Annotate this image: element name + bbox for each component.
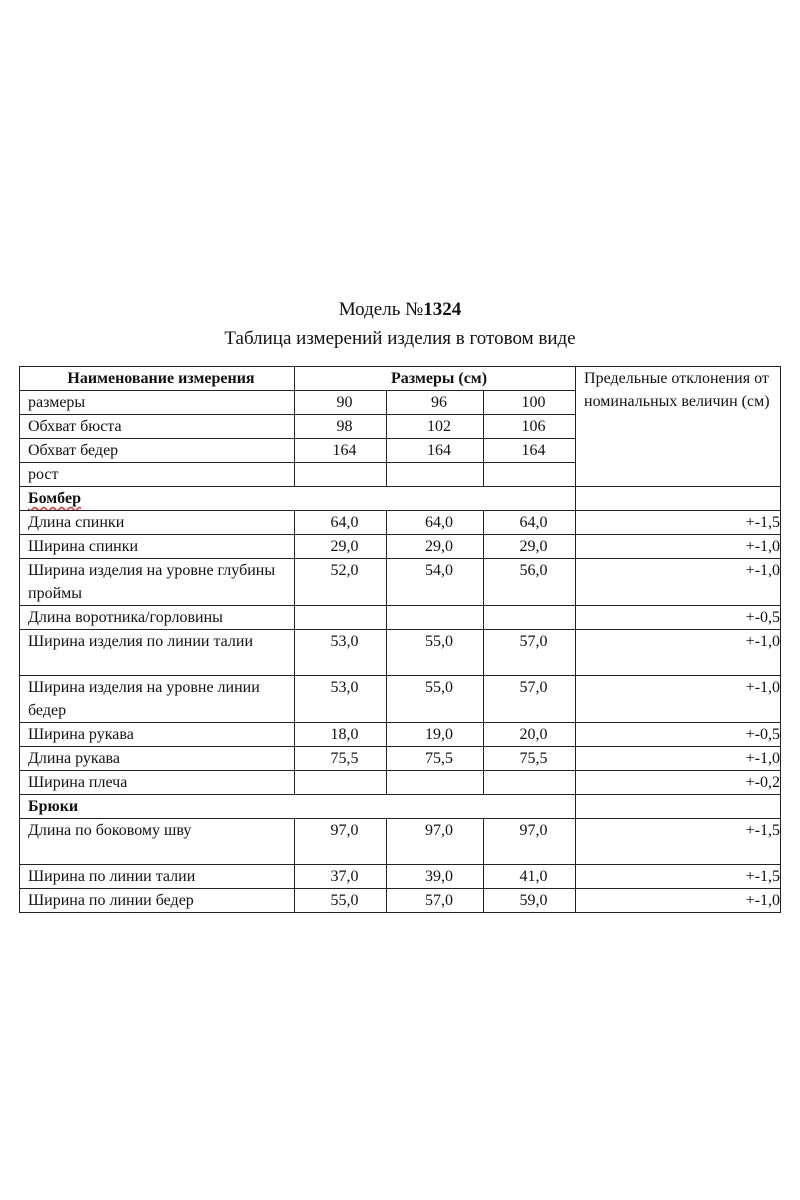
header-row [20,367,781,391]
row-label: Ширина изделия на уровне линии бедер [20,676,295,723]
size-value: 97,0 [484,819,576,865]
size-value: 102 [387,415,484,439]
size-value: 164 [387,439,484,463]
size-value: 64,0 [387,511,484,535]
size-value: 164 [484,439,576,463]
size-value: 57,0 [484,676,576,723]
header-name: Наименование измерения [20,367,295,391]
size-value: 20,0 [484,723,576,747]
section-row [20,487,781,511]
table-row [20,559,781,606]
tolerance-value: +-1,0 [576,747,781,771]
size-value: 37,0 [295,865,387,889]
row-label: Ширина изделия по линии талии [20,630,295,676]
table-row [20,889,781,913]
tolerance-value: +-1,0 [576,559,781,606]
size-value: 164 [295,439,387,463]
size-value: 90 [295,391,387,415]
row-label: Ширина плеча [20,771,295,795]
tolerance-value: +-1,0 [576,676,781,723]
size-value: 41,0 [484,865,576,889]
row-label: Длина рукава [20,747,295,771]
size-value: 59,0 [484,889,576,913]
table-row [20,747,781,771]
row-label: Длина по боковому шву [20,819,295,865]
size-value: 64,0 [295,511,387,535]
size-value: 29,0 [484,535,576,559]
table-row [20,535,781,559]
row-label: рост [20,463,295,487]
size-value [484,771,576,795]
header-sizes: Размеры (см) [295,367,576,391]
row-label: Обхват бедер [20,439,295,463]
model-number: 1324 [423,299,462,320]
empty-cell [576,795,781,819]
row-label: Обхват бюста [20,415,295,439]
tolerance-value: +-0,5 [576,606,781,630]
size-value: 55,0 [295,889,387,913]
section-row [20,795,781,819]
size-value [295,771,387,795]
tolerance-value: +-0,5 [576,723,781,747]
size-value [484,463,576,487]
size-value: 57,0 [387,889,484,913]
size-value: 29,0 [295,535,387,559]
tolerance-value: +-1,0 [576,630,781,676]
size-value [295,463,387,487]
row-label: Длина спинки [20,511,295,535]
table-row [20,511,781,535]
header-deviation: Предельные отклонения от номинальных величин (см) [576,367,781,487]
section-title-text: Бомбер [28,490,81,507]
model-title [0,298,800,322]
size-value [295,606,387,630]
size-value: 96 [387,391,484,415]
size-value: 53,0 [295,630,387,676]
size-value: 57,0 [484,630,576,676]
size-value: 55,0 [387,676,484,723]
size-value: 19,0 [387,723,484,747]
size-value: 75,5 [484,747,576,771]
size-value: 97,0 [295,819,387,865]
table-row [20,676,781,723]
measurement-table [19,366,781,913]
tolerance-value: +-1,5 [576,511,781,535]
size-value: 52,0 [295,559,387,606]
section-title: Брюки [20,795,576,819]
size-value: 64,0 [484,511,576,535]
tolerance-value: +-1,0 [576,889,781,913]
table-row [20,771,781,795]
size-value: 106 [484,415,576,439]
size-value: 55,0 [387,630,484,676]
tolerance-value: +-1,5 [576,819,781,865]
size-value: 75,5 [387,747,484,771]
size-value [387,606,484,630]
size-value: 98 [295,415,387,439]
tolerance-value: +-0,2 [576,771,781,795]
size-value: 56,0 [484,559,576,606]
tolerance-value: +-1,5 [576,865,781,889]
row-label: Ширина изделия на уровне глубины проймы [20,559,295,606]
size-value [387,771,484,795]
table-row [20,819,781,865]
row-label: Ширина по линии талии [20,865,295,889]
table-row [20,630,781,676]
row-label: Длина воротника/горловины [20,606,295,630]
row-label: Ширина по линии бедер [20,889,295,913]
table-row [20,606,781,630]
empty-cell [576,487,781,511]
section-title [20,487,576,511]
size-value [387,463,484,487]
row-label: размеры [20,391,295,415]
table-title: Таблица измерений изделия в готовом виде [224,328,576,349]
size-value: 100 [484,391,576,415]
size-value: 54,0 [387,559,484,606]
size-value: 39,0 [387,865,484,889]
table-row [20,865,781,889]
size-value: 53,0 [295,676,387,723]
tolerance-value: +-1,0 [576,535,781,559]
size-value: 29,0 [387,535,484,559]
size-value: 75,5 [295,747,387,771]
model-prefix: Модель № [338,299,424,320]
size-value [484,606,576,630]
row-label: Ширина рукава [20,723,295,747]
size-value: 97,0 [387,819,484,865]
size-value: 18,0 [295,723,387,747]
row-label: Ширина спинки [20,535,295,559]
table-row [20,723,781,747]
